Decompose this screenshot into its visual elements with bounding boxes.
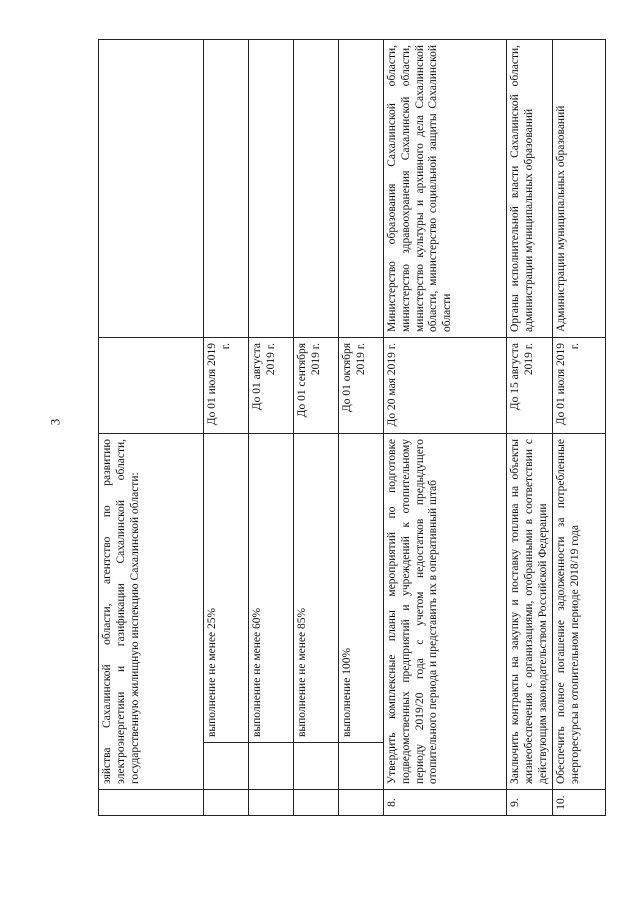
indent-cell [339, 743, 384, 790]
row-number-cell: 8. [384, 790, 507, 816]
row-number-cell: 10. [553, 790, 606, 816]
rotated-page-content [98, 40, 600, 816]
deadline-cell: До 15 августа 2019 г. [507, 337, 553, 433]
row-number-cell [339, 790, 384, 816]
row-number-cell: 9. [507, 790, 553, 816]
sub-measure-text: выполнение не менее 85% [294, 433, 339, 742]
responsible-cell: Министерство образования Сахалинской области, министерство здравоохранения Сахалинской области, министерство культуры и архивного дела Сахалинской области, министерство социальной защиты Сахалинской области [384, 39, 507, 337]
deadline-cell: До 01 августа 2019 г. [249, 337, 294, 433]
deadline-cell: До 01 октября 2019 г. [339, 337, 384, 433]
table-row [249, 39, 294, 815]
indent-cell [204, 743, 249, 790]
responsible-cell [249, 39, 294, 337]
table-row [99, 39, 204, 815]
measure-text-cell: зяйства Сахалинской области, агентство по развитию электроэнергетики и газификации Сахалинской области, государственную жилищную инспекцию Сахалинской области: [99, 433, 204, 789]
row-number-cell [204, 790, 249, 816]
row-number-cell [99, 790, 204, 816]
deadline-cell: До 01 сентября 2019 г. [294, 337, 339, 433]
sub-measure-text: выполнение не менее 25% [204, 433, 249, 742]
deadline-cell: До 20 мая 2019 г. [384, 337, 507, 433]
page-number: 3 [47, 418, 63, 426]
deadline-cell: До 01 июля 2019 г. [204, 337, 249, 433]
responsible-cell [339, 39, 384, 337]
responsible-cell [204, 39, 249, 337]
measure-text-cell: Заключить контракты на закупку и поставку топлива на объекты жизнеобеспечения с организациями, отобранными в соответствии с действующим законодательством Российской Федерации [507, 433, 553, 789]
measures-table [98, 39, 606, 816]
indent-cell [294, 743, 339, 790]
table-row [553, 39, 606, 815]
deadline-cell: До 01 июля 2019 г. [553, 337, 606, 433]
row-number-cell [249, 790, 294, 816]
row-number-cell [294, 790, 339, 816]
table-row [294, 39, 339, 815]
table-row [339, 39, 384, 815]
table-row [384, 39, 507, 815]
responsible-cell [294, 39, 339, 337]
table-row [507, 39, 553, 815]
table-row [204, 39, 249, 815]
measure-text-cell: Утвердить комплексные планы мероприятий по подготовке подведомственных предприятий и учреждений к отопительному периоду 2019/20 года с учетом недостатков предыдущего отопительного периода и представить их в оперативный штаб [384, 433, 507, 789]
responsible-cell [99, 39, 204, 337]
sub-measure-text: выполнение не менее 60% [249, 433, 294, 742]
responsible-cell: Администрации муниципальных образований [553, 39, 606, 337]
measure-text-cell: Обеспечить полное погашение задолженности за потребленные энергоресурсы в отопительном периоде 2018/19 года [553, 433, 606, 789]
responsible-cell: Органы исполнительной власти Сахалинской области, администрации муниципальных образований [507, 39, 553, 337]
deadline-cell [99, 337, 204, 433]
sub-measure-text: выполнение 100% [339, 433, 384, 742]
indent-cell [249, 743, 294, 790]
